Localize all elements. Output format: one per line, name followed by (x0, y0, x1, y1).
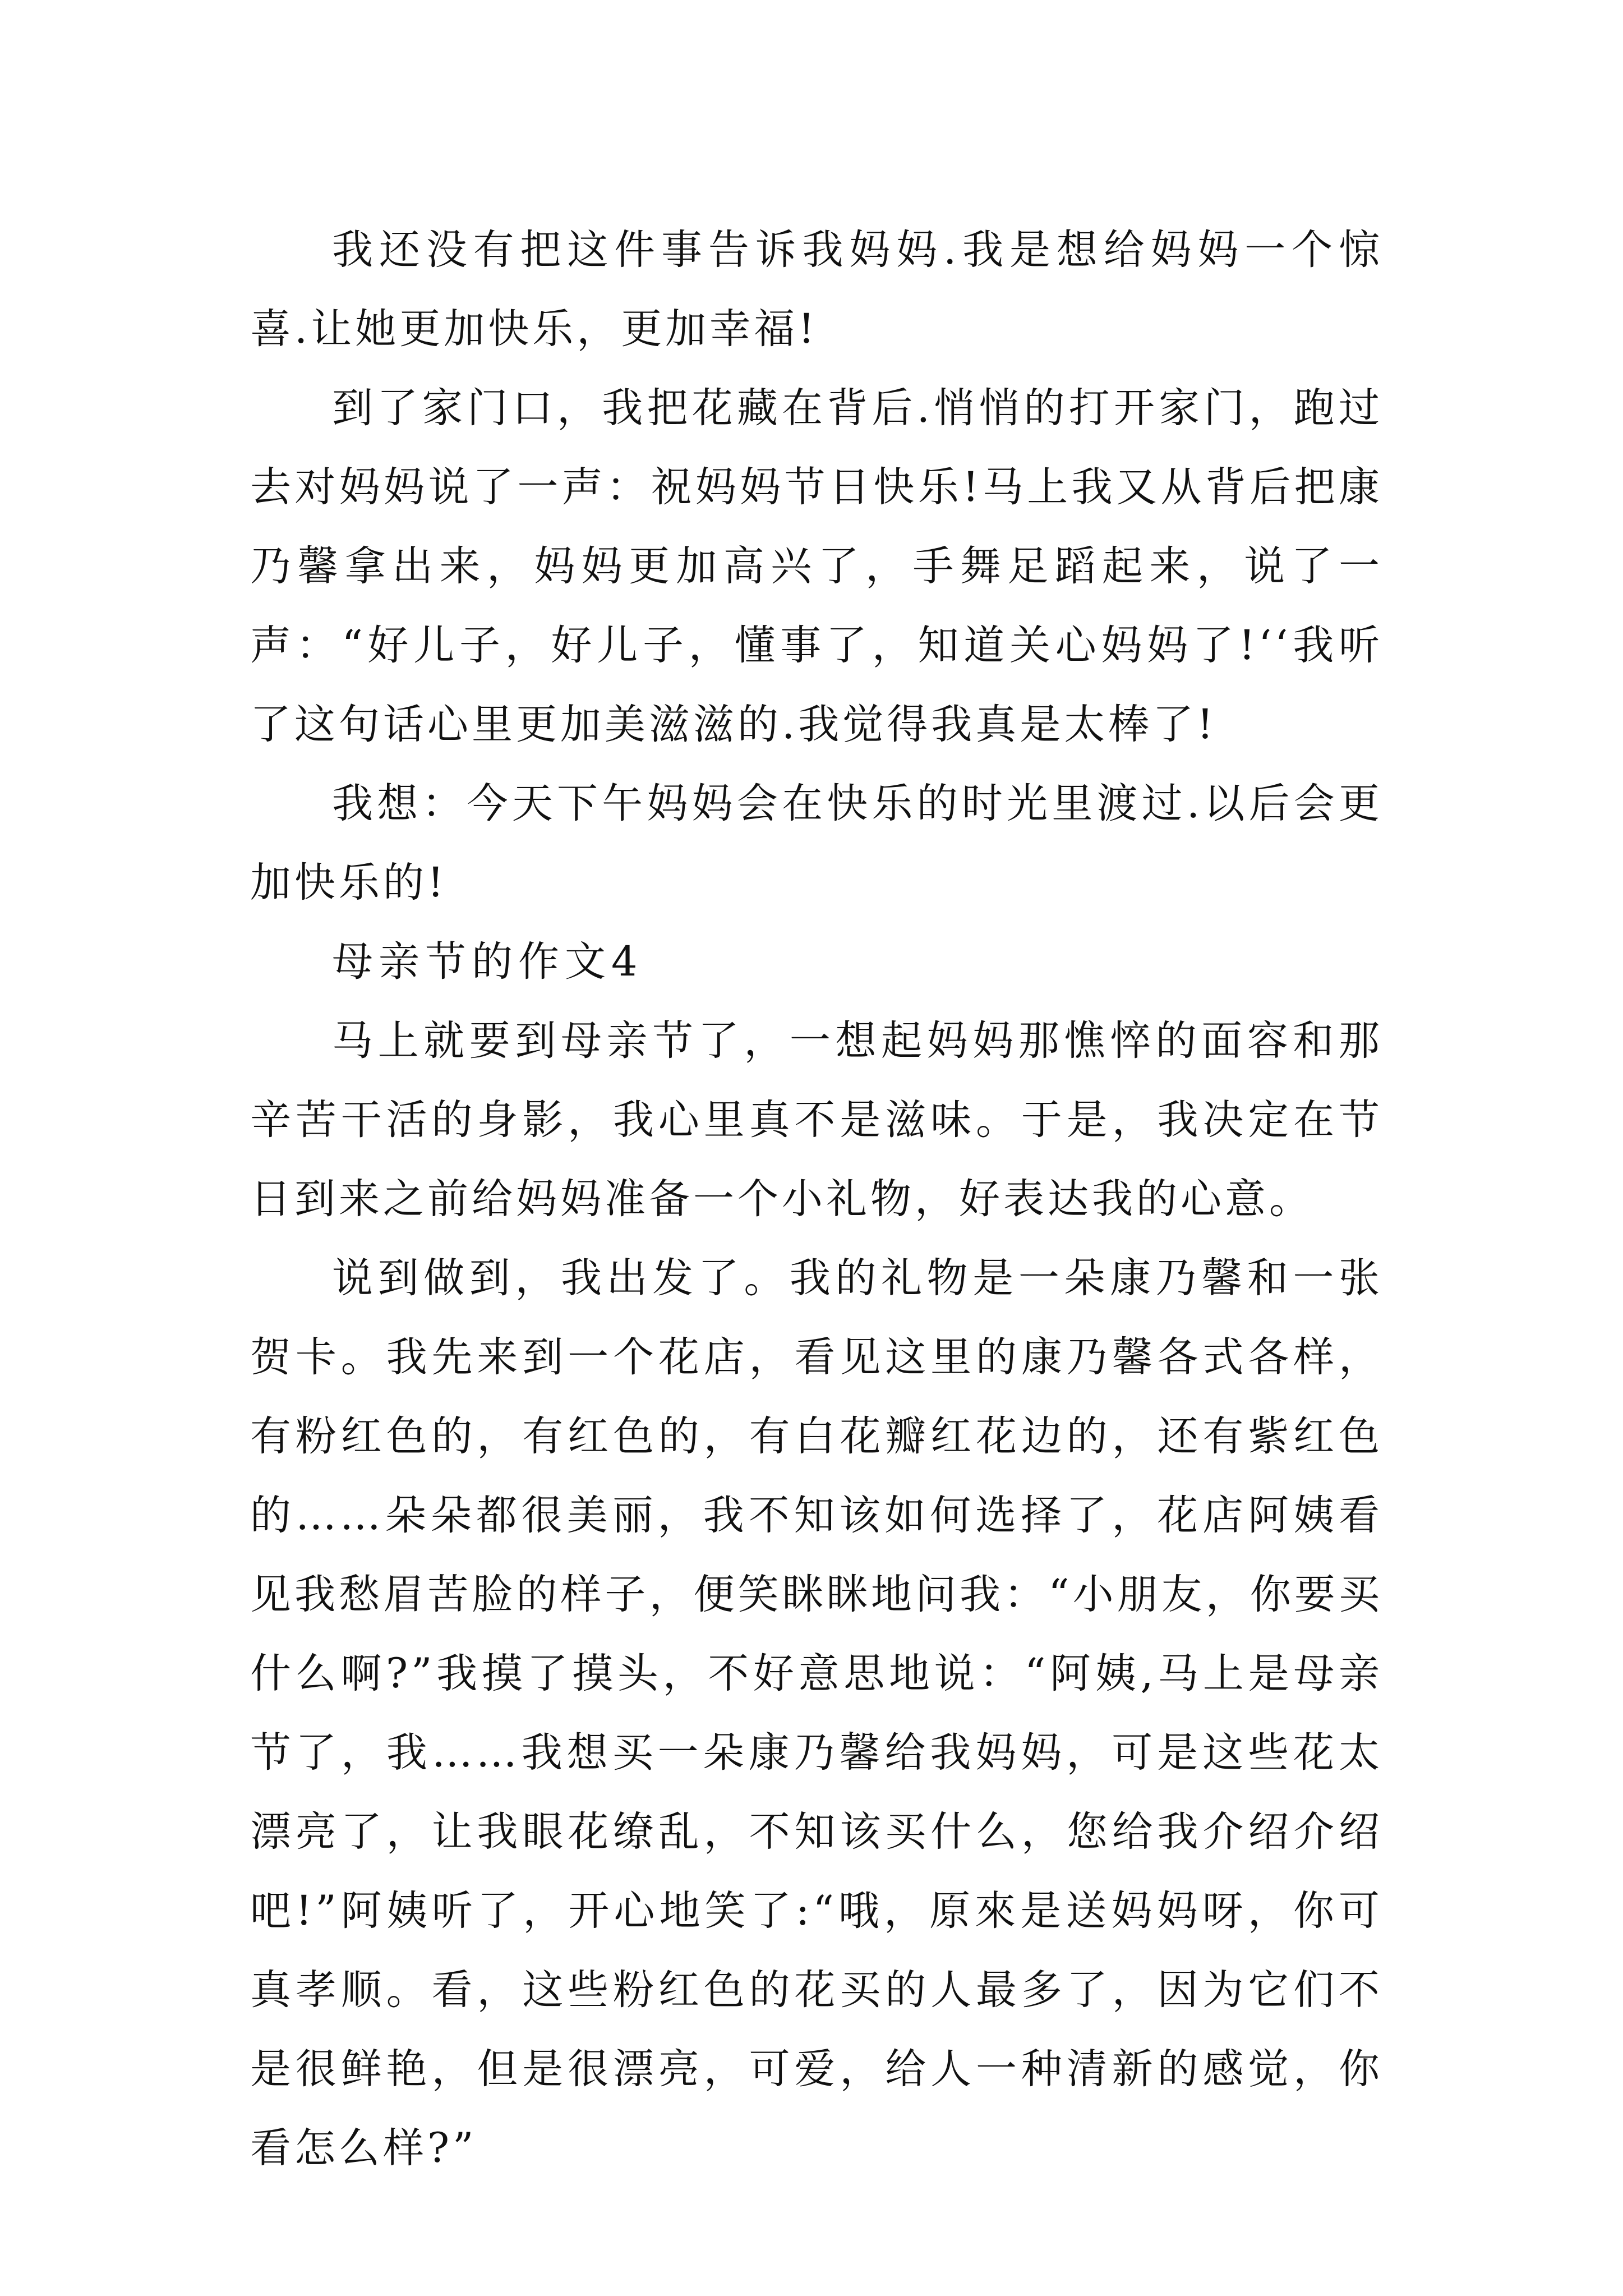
paragraph-mothers-day-intro: 马上就要到母亲节了，一想起妈妈那憔悴的面容和那辛苦干活的身影，我心里真不是滋味。于是，我决定在节日到来之前给妈妈准备一个小礼物，好表达我的心意。 (250, 1017, 1383, 1223)
section-title: 母亲节的作文4 (332, 938, 643, 986)
paragraph-flower-shop: 说到做到，我出发了。我的礼物是一朵康乃馨和一张贺卡。我先来到一个花店，看见这里的康乃馨各式各样，有粉红色的，有红色的，有白花瓣红花边的，还有紫红色的……朵朵都很美丽，我不知该如何选择了，花店阿姨看见我愁眉苦脸的样子，便笑眯眯地问我：“小朋友，你要买什么啊?”我摸了摸头，不好意思地说：“阿姨,马上是母亲节了，我……我想买一朵康乃馨给我妈妈，可是这些花太漂亮了，让我眼花缭乱，不知该买什么，您给我介绍介绍吧!”阿姨听了，开心地笑了:“哦，原來是送妈妈呀，你可真孝顺。看，这些粉红色的花买的人最多了，因为它们不是很鲜艳，但是很漂亮，可爱，给人一种清新的感觉，你看怎么样?” (250, 1254, 1383, 2172)
paragraph-arrive-home: 到了家门口，我把花藏在背后.悄悄的打开家门，跑过去对妈妈说了一声：祝妈妈节日快乐!马上我又从背后把康乃馨拿出来，妈妈更加高兴了，手舞足蹈起来，说了一声：“好儿子，好儿子，懂事了，知道关心妈妈了!‘‘我听了这句话心里更加美滋滋的.我觉得我真是太棒了! (250, 384, 1383, 748)
paragraph-surprise: 我还没有把这件事告诉我妈妈.我是想给妈妈一个惊喜.让她更加快乐，更加幸福! (250, 226, 1383, 353)
paragraph-reflection: 我想：今天下午妈妈会在快乐的时光里渡过.以后会更加快乐的! (250, 780, 1383, 907)
essay-body (250, 210, 1383, 2188)
